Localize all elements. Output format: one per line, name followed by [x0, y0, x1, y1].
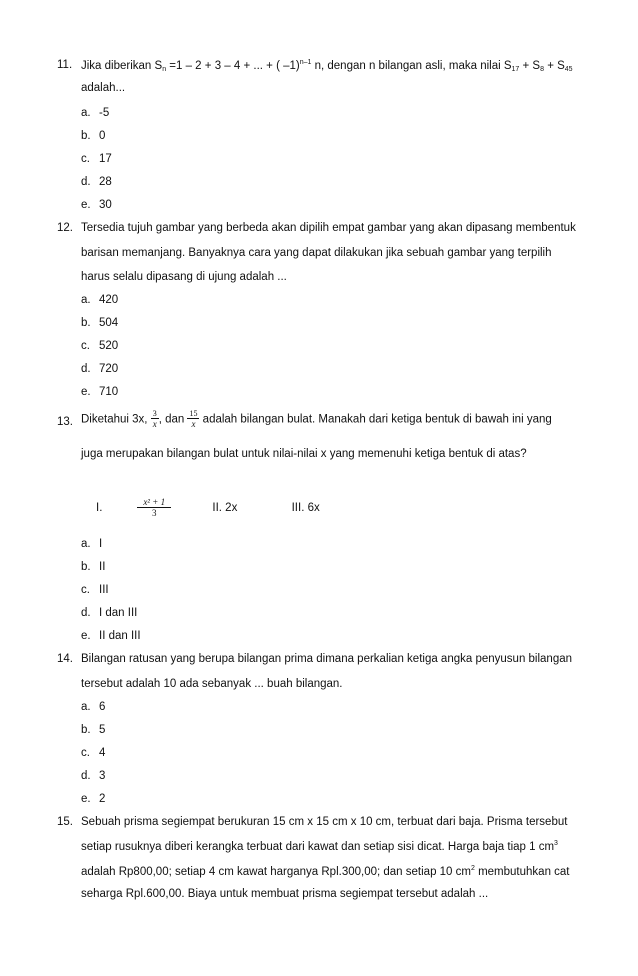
text-fragment: membutuhkan cat: [474, 866, 570, 878]
statement-2: II. 2x: [212, 502, 238, 514]
option-text: 520: [99, 340, 119, 352]
subscript: 17: [511, 66, 520, 73]
answer-option-b[interactable]: [81, 724, 105, 736]
statement-list: [96, 498, 320, 518]
option-text: II: [99, 561, 106, 573]
option-letter: c.: [81, 747, 90, 759]
question-number: 15.: [57, 816, 73, 828]
text-fragment: Jika diberikan S: [81, 60, 163, 72]
option-text: I: [99, 538, 103, 550]
option-text: 0: [99, 130, 106, 142]
answer-option-d[interactable]: [81, 363, 118, 375]
answer-option-d[interactable]: [81, 176, 112, 188]
statement-3: III. 6x: [291, 502, 320, 514]
superscript: 2: [470, 865, 475, 872]
answer-option-a[interactable]: [81, 107, 109, 119]
fraction-3-over-x: [151, 410, 159, 429]
fraction-15-over-x: [187, 410, 199, 429]
option-letter: c.: [81, 340, 90, 352]
question-text-line: [81, 410, 552, 429]
text-fragment: adalah bilangan bulat. Manakah dari ketiga bentuk di bawah ini yang: [202, 413, 552, 426]
option-text: -5: [99, 107, 110, 119]
question-text-line: [81, 59, 573, 73]
option-text: III: [99, 584, 109, 596]
option-text: 4: [99, 747, 106, 759]
text-fragment: + S: [519, 60, 541, 72]
answer-option-e[interactable]: [81, 199, 112, 211]
question-text-line: tersebut adalah 10 ada sebanyak ... buah bilangan.: [81, 678, 343, 690]
option-text: 5: [99, 724, 106, 736]
question-text-line: Bilangan ratusan yang berupa bilangan prima dimana perkalian ketiga angka penyusun bilangan: [81, 653, 573, 665]
text-fragment: setiap rusuknya diberi kerangka terbuat dari kawat dan setiap sisi dicat. Harga baja tiap 1 cm: [81, 841, 555, 853]
option-letter: c.: [81, 153, 90, 165]
denominator: 3: [137, 507, 171, 518]
superscript: 3: [554, 840, 558, 847]
option-text: 720: [99, 363, 119, 375]
option-letter: d.: [81, 607, 91, 619]
option-letter: b.: [81, 317, 91, 329]
subscript: 45: [564, 66, 573, 73]
option-text: I dan III: [99, 607, 138, 619]
question-text-line: [81, 840, 558, 853]
numerator: 15: [189, 409, 198, 418]
question-number: 11.: [57, 59, 73, 71]
answer-option-b[interactable]: [81, 561, 105, 573]
answer-option-e[interactable]: [81, 630, 141, 642]
option-letter: e.: [81, 386, 91, 398]
answer-option-c[interactable]: [81, 747, 105, 759]
subscript: 8: [540, 66, 544, 73]
subscript: n: [162, 66, 167, 73]
numerator: x² + 1: [143, 497, 166, 507]
option-text: II dan III: [99, 630, 141, 642]
text-fragment: =1 – 2 + 3 – 4 + ... + ( –1): [166, 60, 300, 72]
answer-option-c[interactable]: [81, 153, 112, 165]
answer-option-c[interactable]: [81, 584, 109, 596]
option-text: 710: [99, 386, 119, 398]
question-text-line: harus selalu dipasang di ujung adalah ...: [81, 271, 287, 283]
option-text: 6: [99, 701, 106, 713]
option-letter: b.: [81, 561, 91, 573]
option-letter: a.: [81, 701, 91, 713]
option-letter: d.: [81, 363, 91, 375]
answer-option-e[interactable]: [81, 793, 105, 805]
option-letter: d.: [81, 176, 91, 188]
question-number: 14.: [57, 653, 73, 665]
answer-option-b[interactable]: [81, 317, 118, 329]
text-fragment: Diketahui 3x,: [81, 413, 148, 426]
option-text: 17: [99, 153, 112, 165]
question-text-line: barisan memanjang. Banyaknya cara yang dapat dilakukan jika sebuah gambar yang terpilih: [81, 247, 552, 259]
option-text: 30: [99, 199, 112, 211]
option-text: 3: [99, 770, 106, 782]
text-fragment: + S: [544, 60, 565, 72]
question-text-line: juga merupakan bilangan bulat untuk nilai-nilai x yang memenuhi ketiga bentuk di atas?: [81, 448, 527, 460]
option-text: 2: [99, 793, 106, 805]
answer-option-a[interactable]: [81, 538, 102, 550]
fraction-x2plus1-over-3: [137, 498, 171, 518]
statement-label-1: I.: [96, 502, 103, 514]
option-letter: a.: [81, 107, 91, 119]
option-text: 504: [99, 317, 119, 329]
answer-option-a[interactable]: [81, 701, 105, 713]
denominator: x: [152, 419, 157, 429]
option-letter: a.: [81, 538, 91, 550]
option-letter: e.: [81, 793, 91, 805]
answer-option-e[interactable]: [81, 386, 118, 398]
question-text-line: [81, 865, 570, 878]
option-letter: c.: [81, 584, 90, 596]
question-number: 12.: [57, 222, 73, 234]
superscript: n–1: [299, 59, 312, 66]
text-fragment: adalah Rp800,00; setiap 4 cm kawat harganya Rpl.300,00; dan setiap 10 cm: [81, 866, 471, 878]
question-text-line: Sebuah prisma segiempat berukuran 15 cm x 15 cm x 10 cm, terbuat dari baja. Prisma tersebut: [81, 816, 568, 828]
question-number: 13.: [57, 416, 73, 428]
option-letter: b.: [81, 724, 91, 736]
option-letter: e.: [81, 630, 91, 642]
answer-option-b[interactable]: [81, 130, 105, 142]
question-text-line: seharga Rpl.600,00. Biaya untuk membuat prisma segiempat tersebut adalah ...: [81, 888, 489, 900]
text-fragment: , dan: [158, 413, 185, 426]
option-text: 420: [99, 294, 119, 306]
option-letter: b.: [81, 130, 91, 142]
question-text-line: adalah...: [81, 82, 126, 94]
answer-option-a[interactable]: [81, 294, 118, 306]
answer-option-d[interactable]: [81, 770, 105, 782]
option-letter: e.: [81, 199, 91, 211]
denominator: x: [187, 418, 199, 429]
answer-option-c[interactable]: [81, 340, 118, 352]
option-letter: d.: [81, 770, 91, 782]
text-fragment: n, dengan n bilangan asli, maka nilai S: [311, 60, 512, 72]
option-text: 28: [99, 176, 112, 188]
option-letter: a.: [81, 294, 91, 306]
answer-option-d[interactable]: [81, 607, 137, 619]
question-text-line: Tersedia tujuh gambar yang berbeda akan dipilih empat gambar yang akan dipasang membentuk: [81, 222, 576, 234]
numerator: 3: [152, 409, 157, 418]
